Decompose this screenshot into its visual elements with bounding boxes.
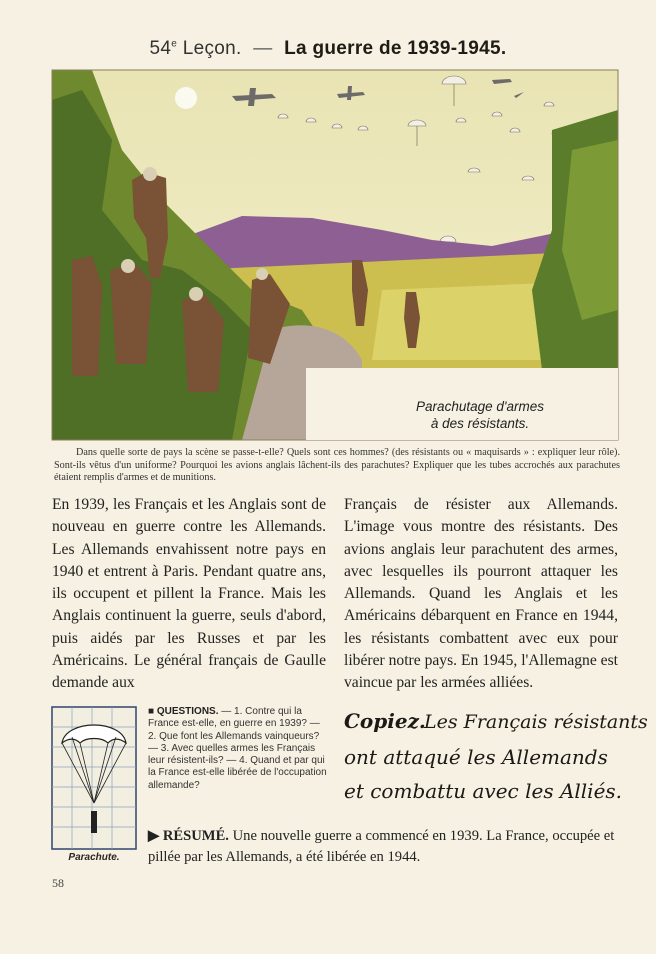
questions-block [148,706,328,792]
questions-body: — 1. Contre qui la France est-elle, en guerre en 1939? — 2. Que font les Allemands vainqueurs? — 3. Avec quelles armes les Français leur résistent-ils? — 4. Quand et par qui la France est-elle libérée de l'occupation allemande? [148,706,327,791]
copiez-line-3: et combattu avec les Alliés. [344,779,623,803]
copiez-handwriting [342,702,648,803]
copiez-line-1: Les Français résistants [424,711,648,733]
parachute-figure [52,707,136,849]
figure-label: Parachute. [68,852,120,863]
lesson-heading: La guerre de 1939-1945. [284,38,507,59]
lesson-text-left: En 1939, les Français et les Anglais sont de nouveau en guerre contre les Allemands. Les Allemands envahissent notre pays en 1940 et entrent à Paris. Pendant quatre ans, ils occupent et pillent la France. Mais les Anglais continuent la guerre, seuls d'abord, puis aidés par les Russes et par les Américains. Le général français de Gaulle demande aux [52,496,326,692]
lesson-title [0,38,656,60]
page-number: 58 [52,876,64,890]
lesson-number-sup: e [171,38,178,50]
illustration-caption [380,398,580,432]
caption-line-2: à des résistants. [430,416,530,431]
questions-heading: ■ QUESTIONS. [148,706,219,717]
copiez-word: Copiez. [344,709,426,733]
copiez-line-2: ont attaqué les Allemands [344,745,608,769]
caption-line-1: Parachutage d'armes [416,399,544,414]
illustration-questions: Dans quelle sorte de pays la scène se passe-t-elle? Quels sont ces hommes? (des résistants ou « maquisards » : expliquer leur rôle). Sont-ils vêtus d'un uniforme? Pourquoi les avions anglais lâchent-ils des parachutes? Expliquer que les tubes accrochés aux parachutes étaient remplis d'armes et de munitions. [54,447,620,484]
resume-body: Une nouvelle guerre a commencé en 1939. La France, occupée et pillée par les Allemands, a été libérée en 1944. [148,828,615,865]
lesson-word: Leçon. [182,38,242,59]
lesson-number: 54 [149,38,172,59]
resume-heading: ▶ RÉSUMÉ. [148,828,229,844]
title-dash: — [253,38,273,59]
lesson-text-right: Français de résister aux Allemands. L'image vous montre des résistants. Des avions anglais leur parachutent des armes, avec lesquelles ils pourront attaquer les Allemands. Quand les Anglais et les Américains débarquent en France en 1944, les résistants combattent avec eux pour libérer notre pays. En 1945, l'Allemagne est vaincue par les armées alliées. [344,496,618,692]
resume-block [148,826,618,868]
